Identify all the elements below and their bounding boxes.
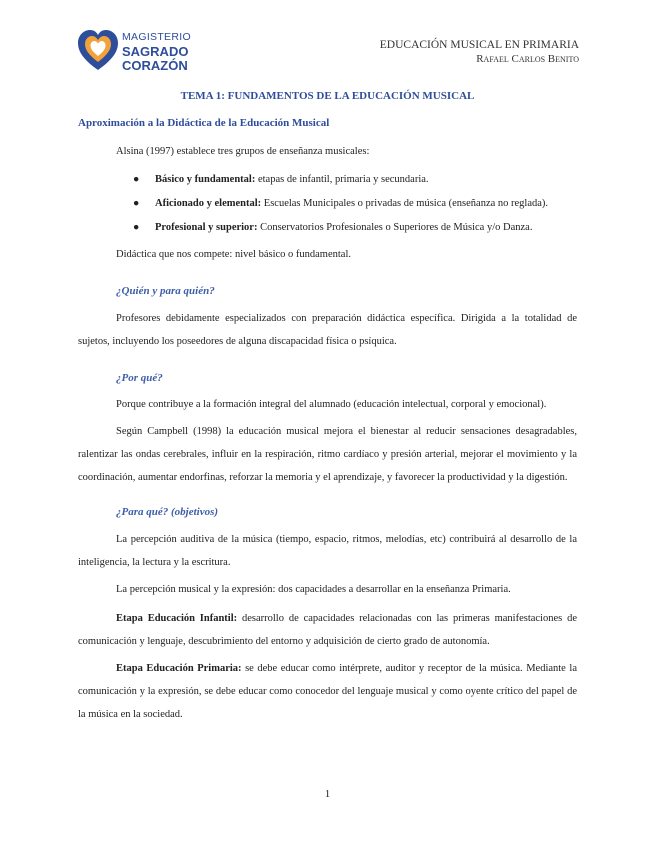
logo-line-3: CORAZÓN bbox=[122, 57, 188, 73]
list-item bbox=[133, 220, 548, 244]
page-header bbox=[380, 38, 579, 66]
section-heading: Aproximación a la Didáctica de la Educación Musical bbox=[78, 117, 330, 129]
author-name: Rafael Carlos Benito bbox=[476, 53, 579, 65]
page-number: 1 bbox=[324, 788, 331, 800]
didactica-paragraph: Didáctica que nos compete: nivel básico o fundamental. bbox=[116, 249, 352, 260]
heart-logo-icon bbox=[78, 30, 118, 72]
document-title: TEMA 1: FUNDAMENTOS DE LA EDUCACIÓN MUSICAL bbox=[180, 90, 475, 102]
bullet-label: Profesional y superior: bbox=[155, 222, 258, 233]
bullet-icon: ● bbox=[133, 198, 140, 209]
paragraph-text: Profesores debidamente especializados con preparación didáctica específica. Dirigida a la totalidad de sujetos, incluyendo los poseedores de alguna discapacidad física o psíquica. bbox=[78, 313, 577, 347]
bullet-text: Escuelas Municipales o privadas de música (enseñanza no reglada). bbox=[261, 198, 549, 209]
paragraph-text: Según Campbell (1998) la educación musical mejora el bienestar al reducir sensaciones desagradables, ralentizar las ondas cerebrales, influir en la respiración, ritmo cardíaco y presión arterial, mejorar el movimiento y la coordinación, aumentar endorfinas, reforzar la memoria y el aprendizaje, y favorecer la productividad y la digestión. bbox=[78, 426, 577, 483]
paragraph bbox=[78, 420, 577, 489]
course-title: EDUCACIÓN MUSICAL EN PRIMARIA bbox=[379, 39, 579, 51]
bullet-text: Conservatorios Profesionales o Superiores de Música y/o Danza. bbox=[257, 222, 533, 233]
subheading-quien: ¿Quién y para quién? bbox=[116, 285, 215, 297]
logo-line-2: SAGRADO bbox=[122, 43, 189, 59]
paragraph-text: se debe educar como intérprete, auditor y receptor de la música. Mediante la comunicación y la expresión, se debe educar como conocedor del lenguaje musical y como oyente crítico del papel de la música en la sociedad. bbox=[78, 663, 577, 720]
intro-paragraph: Alsina (1997) establece tres grupos de enseñanza musicales: bbox=[116, 146, 370, 157]
paragraph-label: Etapa Educación Primaria: bbox=[116, 663, 242, 674]
list-item bbox=[133, 172, 548, 196]
paragraph bbox=[78, 528, 577, 574]
paragraph bbox=[78, 607, 577, 653]
paragraph bbox=[78, 307, 577, 353]
paragraph: La percepción musical y la expresión: dos capacidades a desarrollar en la enseñanza Primaria. bbox=[116, 584, 511, 595]
magisterio-logo bbox=[78, 30, 198, 74]
paragraph-text: La percepción auditiva de la música (tiempo, espacio, ritmos, melodías, etc) contribuirá al desarrollo de la inteligencia, la lectura y la escritura. bbox=[78, 534, 577, 568]
bullet-list bbox=[133, 172, 548, 244]
paragraph: Porque contribuye a la formación integral del alumnado (educación intelectual, corporal y emocional). bbox=[116, 399, 547, 410]
bullet-label: Básico y fundamental: bbox=[155, 174, 256, 185]
list-item bbox=[133, 196, 548, 220]
logo-line-1: MAGISTERIO bbox=[122, 31, 191, 43]
paragraph-text: desarrollo de capacidades relacionadas con las primeras manifestaciones de comunicación y lenguaje, descubrimiento del entorno y adquisición de cierto grado de autonomía. bbox=[78, 613, 577, 647]
bullet-icon: ● bbox=[133, 174, 140, 185]
paragraph bbox=[78, 657, 577, 726]
subheading-por-que: ¿Por qué? bbox=[116, 372, 163, 384]
paragraph-label: Etapa Educación Infantil: bbox=[116, 613, 238, 624]
bullet-text: etapas de infantil, primaria y secundaria. bbox=[255, 174, 429, 185]
bullet-icon: ● bbox=[133, 222, 140, 233]
bullet-label: Aficionado y elemental: bbox=[155, 198, 262, 209]
subheading-para-que: ¿Para qué? (objetivos) bbox=[116, 506, 219, 518]
